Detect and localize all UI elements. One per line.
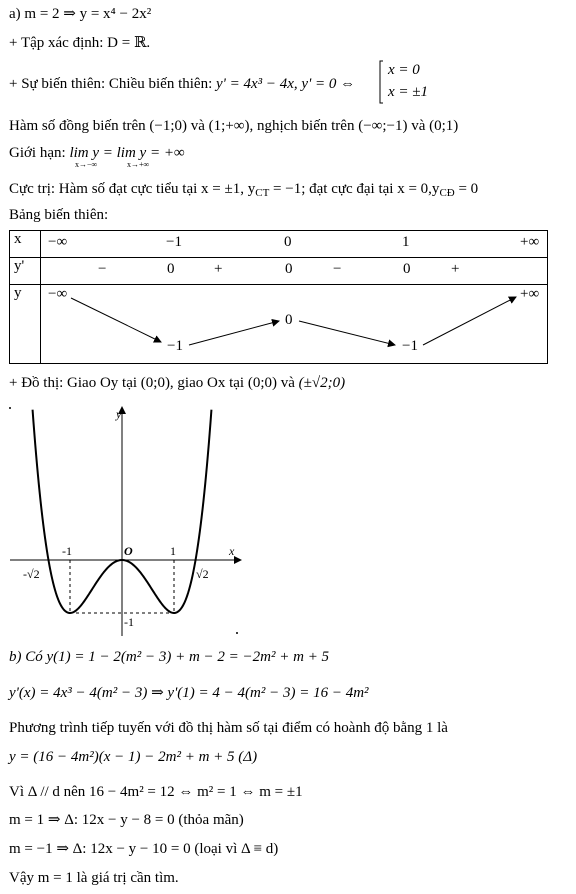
yp-sign-4: +	[451, 261, 460, 277]
y-pos-inf: +∞	[520, 286, 540, 302]
part-b-line6: m = 1 ⇒ Δ: 12x − y − 8 = 0 (thỏa mãn)	[9, 812, 244, 828]
derivative-expr: y' = 4x³ − 4x, y' = 0 ⇔	[215, 76, 356, 92]
extrema-line	[9, 180, 478, 202]
part-b-line1: b) Có y(1) = 1 − 2(m² − 3) + m − 2 = −2m² + m + 5	[9, 649, 330, 665]
domain-line: + Tập xác định: D = ℝ.	[9, 35, 151, 51]
y-max-0: 0	[285, 312, 293, 328]
x-pos-inf: +∞	[520, 234, 540, 250]
part-b-line2: y'(x) = 4x³ − 4(m² − 3) ⇒ y'(1) = 4 − 4(m² − 3) = 16 − 4m²	[9, 685, 369, 701]
root-1: x = 0	[388, 62, 420, 78]
part-a-heading: a) m = 2 ⇒ y = x⁴ − 2x²	[9, 6, 152, 22]
part-b-line4: y = (16 − 4m²)(x − 1) − 2m² + m + 5 (Δ)	[9, 749, 258, 765]
label-pos1: 1	[170, 544, 176, 558]
x-neg-inf: −∞	[48, 234, 68, 250]
part-b-line8: Vậy m = 1 là giá trị cần tìm.	[9, 870, 179, 886]
extrema-text-1: Cực trị: Hàm số đạt cực tiểu tại x = ±1, y	[9, 181, 256, 197]
y-min-2: −1	[402, 338, 418, 354]
y-min-1: −1	[167, 338, 183, 354]
dot-mark	[9, 407, 11, 409]
yp-sign-1: −	[98, 261, 107, 277]
arrow-up-2	[423, 297, 516, 345]
arrow-up-1	[189, 321, 279, 345]
label-pos-sqrt2: √2	[196, 567, 209, 581]
variation-table	[9, 230, 548, 364]
yp-zero-1: 0	[167, 261, 175, 277]
label-min: -1	[124, 615, 134, 629]
label-neg-sqrt2: -√2	[23, 567, 40, 581]
limit-prefix: Giới hạn:	[9, 145, 70, 161]
yp-zero-2: 0	[285, 261, 293, 277]
extrema-text-3: = 0	[454, 181, 479, 197]
yp-sign-2: +	[214, 261, 223, 277]
origin-label: O	[124, 544, 133, 558]
variation-line	[9, 75, 355, 93]
row-yp-values	[41, 258, 548, 285]
row-y-values	[41, 285, 548, 364]
x-neg-1: −1	[166, 234, 182, 250]
variation-arrows	[41, 285, 551, 363]
yp-sign-3: −	[333, 261, 342, 277]
root-2: x = ±1	[388, 84, 429, 100]
limit-expr: lim y = lim y = +∞	[69, 145, 185, 161]
axis-y-label: y	[116, 407, 122, 421]
roots-brace	[378, 60, 438, 109]
variation-prefix: + Sự biến thiên: Chiều biến thiên:	[9, 76, 216, 92]
label-neg1: -1	[62, 544, 72, 558]
graph-intro-point: (±√2;0)	[298, 375, 346, 391]
monotonic-line: Hàm số đồng biến trên (−1;0) và (1;+∞), nghịch biến trên (−∞;−1) và (0;1)	[9, 118, 459, 134]
dot-mark-2	[236, 632, 238, 634]
arrow-down-1	[71, 298, 161, 342]
table-title: Bảng biến thiên:	[9, 207, 109, 223]
row-x-values	[41, 231, 548, 258]
yp-zero-3: 0	[403, 261, 411, 277]
extrema-text-2: = −1; đạt cực đại tại x = 0,y	[269, 181, 440, 197]
graph-intro-text: + Đồ thị: Giao Oy tại (0;0), giao Ox tại (0;0) và	[9, 375, 299, 391]
limit-sub-pos: x→+∞	[127, 160, 150, 169]
row-yp-label: y'	[10, 258, 41, 285]
x-pos-1: 1	[402, 234, 410, 250]
function-graph	[0, 396, 260, 646]
arrow-down-2	[299, 321, 395, 345]
row-y-label: y	[10, 285, 41, 364]
graph-intro	[9, 374, 345, 392]
axis-x-label: x	[229, 544, 235, 558]
extrema-sub-cd: CĐ	[439, 187, 455, 199]
y-neg-inf: −∞	[48, 286, 68, 302]
part-b-line5: Vì Δ // d nên 16 − 4m² = 12 ⇔ m² = 1 ⇔ m = ±1	[9, 784, 303, 800]
part-b-line7: m = −1 ⇒ Δ: 12x − y − 10 = 0 (loại vì Δ ≡ d)	[9, 841, 279, 857]
row-x-label: x	[10, 231, 41, 258]
x-zero: 0	[284, 234, 292, 250]
limit-sub-neg: x→−∞	[75, 160, 98, 169]
extrema-sub-ct: CT	[255, 187, 270, 199]
part-b-line3: Phương trình tiếp tuyến với đồ thị hàm số tại điểm có hoành độ bằng 1 là	[9, 720, 448, 736]
